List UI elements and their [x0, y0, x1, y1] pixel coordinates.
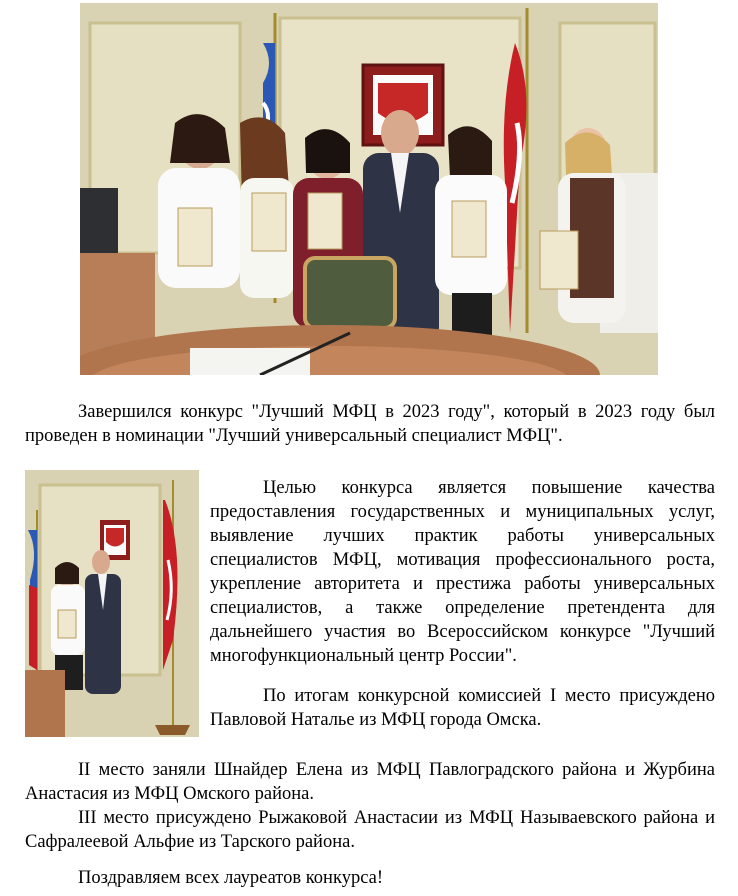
congratulations-paragraph: Поздравляем всех лауреатов конкурса! — [78, 868, 383, 888]
first-place-paragraph: По итогам конкурсной комиссией I место присуждено Павловой Наталье из МФЦ города Омска. — [210, 686, 715, 730]
third-place-paragraph: III место присуждено Рыжаковой Анастасии из МФЦ Называевского района и Сафралеевой Альфие из Тарского района. — [25, 808, 715, 852]
goal-paragraph: Целью конкурса является повышение качества предоставления государственных и муниципальных услуг, выявление лучших практик работы универсальных специалистов МФЦ, мотивация профессионального роста, укрепление авторитета и престижа работы универсальных специалистов, а также определение претендента для дальнейшего участия во Всероссийском конкурсе "Лучший многофункциональный центр России". — [210, 478, 715, 666]
intro-paragraph: Завершился конкурс "Лучший МФЦ в 2023 году", который в 2023 году был проведен в номинации "Лучший универсальный специалист МФЦ". — [25, 402, 715, 446]
winner-photo-image — [25, 470, 199, 737]
ceremony-photo-image — [80, 3, 658, 375]
ceremony-photo — [80, 3, 658, 375]
second-place-paragraph: II место заняли Шнайдер Елена из МФЦ Павлоградского района и Журбина Анастасия из МФЦ Омского района. — [25, 760, 715, 804]
winner-photo — [25, 470, 199, 737]
